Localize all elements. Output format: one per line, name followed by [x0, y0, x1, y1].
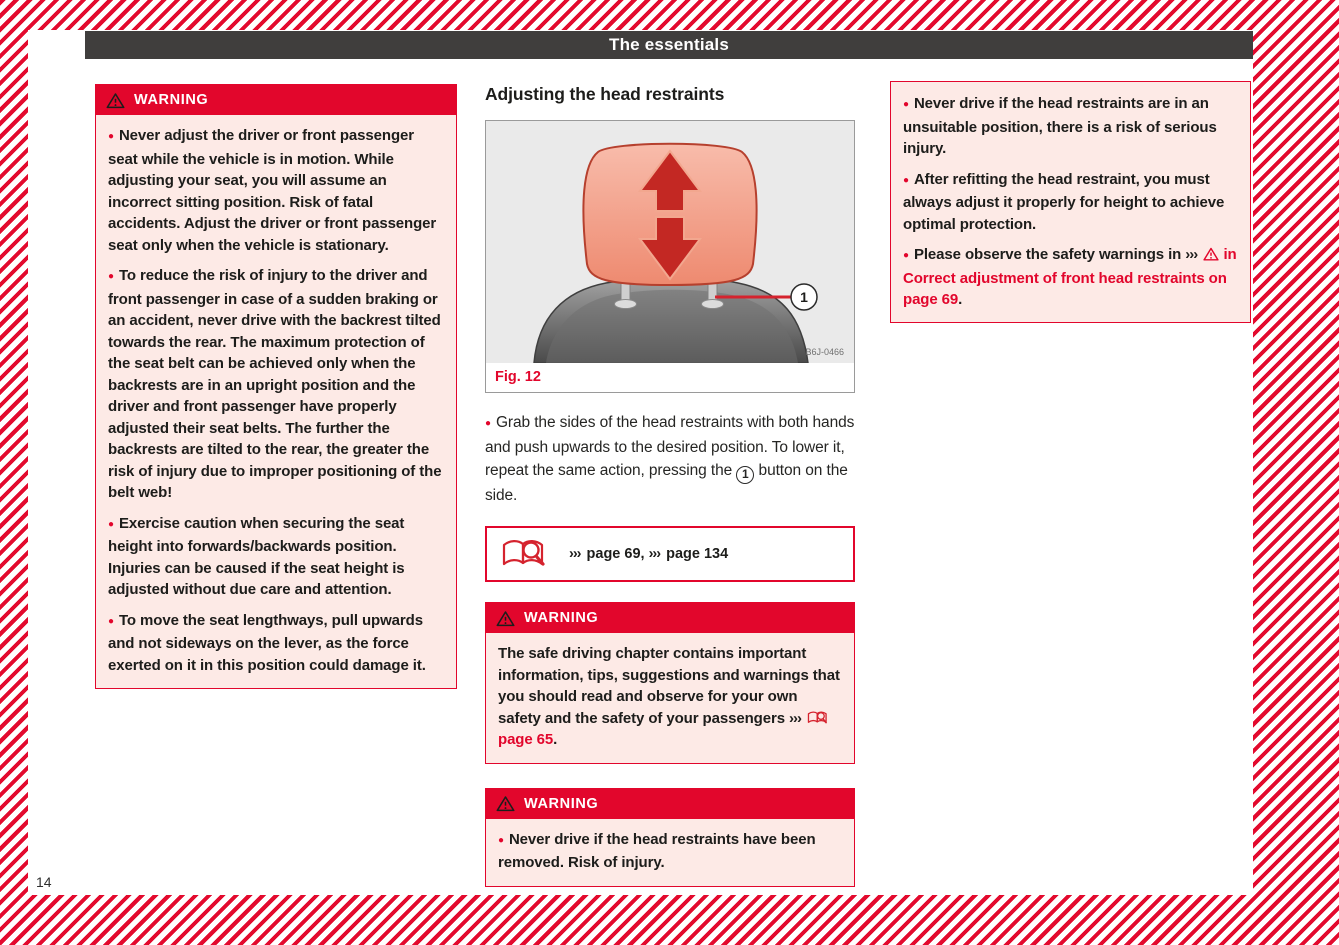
warning-item: ● To reduce the risk of injury to the driver and front passenger in case of a sudden braking or an accident, never drive with the backrest tilted towards the rear. The maximum protection of the seat belt can be achieved only when the backrests are in an upright position and the driver and front passenger have properly adjusted their seat belts. The further the backrests are tilted to the rear, the greater the risk of injury due to improper positioning of the belt web!: [108, 265, 444, 504]
warning-body: [486, 633, 854, 763]
chevron: ›››: [789, 709, 802, 727]
figure-caption: Fig. 12: [495, 369, 541, 385]
manual-page: [28, 30, 1253, 895]
warning-box-head-restraints-removed: [485, 788, 855, 887]
bullet-icon: [498, 831, 509, 848]
bullet-icon: [903, 171, 914, 188]
warning-title: WARNING: [524, 610, 599, 626]
warning-text: The safe driving chapter contains important information, tips, suggestions and warnings that you should read and observe for your own safety and the safety of your passengers ››› page 65.: [498, 645, 840, 748]
warning-triangle-icon: [1203, 247, 1219, 261]
cross-reference-box: [485, 526, 855, 582]
warning-item: ● Never drive if the head restraints have been removed. Risk of injury.: [498, 829, 842, 874]
page-link[interactable]: page 134: [666, 546, 729, 562]
instruction-paragraph: ● Grab the sides of the head restraints with both hands and push upwards to the desired position. To lower it, repeat the same action, pressing the 1 button on the side.: [485, 411, 855, 507]
warning-item: ● Please observe the safety warnings in ››› in Correct adjustment of front head restraints on page 69.: [903, 244, 1238, 311]
page-number: 14: [36, 874, 52, 890]
book-icon: [807, 710, 829, 725]
warning-box-safe-driving: [485, 602, 855, 764]
chapter-header: [85, 31, 1253, 59]
bullet-icon: [903, 246, 914, 263]
page-link[interactable]: page 69,: [586, 546, 645, 562]
warning-continuation-panel: [890, 81, 1251, 323]
chevron: ›››: [1185, 246, 1198, 263]
page-link[interactable]: page 65: [498, 731, 554, 748]
left-column: [95, 84, 457, 689]
cross-reference-link[interactable]: in Correct adjustment of front head restraints on page 69: [903, 246, 1237, 308]
warning-item: ● Never drive if the head restraints are in an unsuitable position, there is a risk of serious injury.: [903, 93, 1238, 160]
warning-title: WARNING: [524, 795, 599, 812]
warning-item: ● To move the seat lengthways, pull upwards and not sideways on the lever, as the force exerted on it in this position could damage it.: [108, 610, 444, 677]
warning-header: [486, 789, 854, 819]
bullet-icon: [108, 267, 119, 284]
warning-triangle-icon: [496, 795, 515, 812]
bullet-icon: [485, 414, 496, 431]
chevron: ›››: [569, 546, 581, 562]
bullet-icon: [903, 95, 914, 112]
middle-column: [485, 84, 855, 887]
warning-item: ● After refitting the head restraint, you must always adjust it properly for height to achieve optimal protection.: [903, 169, 1238, 236]
warning-body: [486, 819, 854, 886]
section-title: Adjusting the head restraints: [485, 84, 725, 104]
callout-number: 1: [800, 289, 808, 305]
chevron: ›››: [648, 546, 661, 562]
book-search-icon: [501, 537, 547, 571]
warning-triangle-icon: [106, 92, 125, 109]
callout-1-chip: 1: [736, 466, 754, 484]
head-restraint-figure: [486, 121, 854, 363]
warning-item: ● Never adjust the driver or front passenger seat while the vehicle is in motion. While adjusting your seat, you will assume an incorrect sitting position. Risk of fatal accidents. Adjust the driver or front passenger seat only when the vehicle is stationary.: [108, 125, 444, 256]
warning-item: ● Exercise caution when securing the seat height into forwards/backwards position. Injuries can be caused if the seat height is adjusted without due care and attention.: [108, 513, 444, 601]
warning-header: [486, 603, 854, 633]
warning-title: WARNING: [134, 92, 209, 108]
bullet-icon: [108, 515, 119, 532]
warning-body: [96, 115, 456, 688]
head-restraint-illustration: [486, 121, 854, 363]
figure-code: B6J-0466: [805, 347, 844, 357]
bullet-icon: [108, 612, 119, 629]
figure-box: [485, 120, 855, 393]
bullet-icon: [108, 127, 119, 144]
warning-box-seat-adjustment: [95, 84, 457, 689]
chapter-title: The essentials: [609, 35, 729, 54]
warning-header: [96, 85, 456, 115]
right-column: [890, 81, 1251, 323]
warning-triangle-icon: [496, 610, 515, 627]
reference-links: [569, 546, 728, 562]
